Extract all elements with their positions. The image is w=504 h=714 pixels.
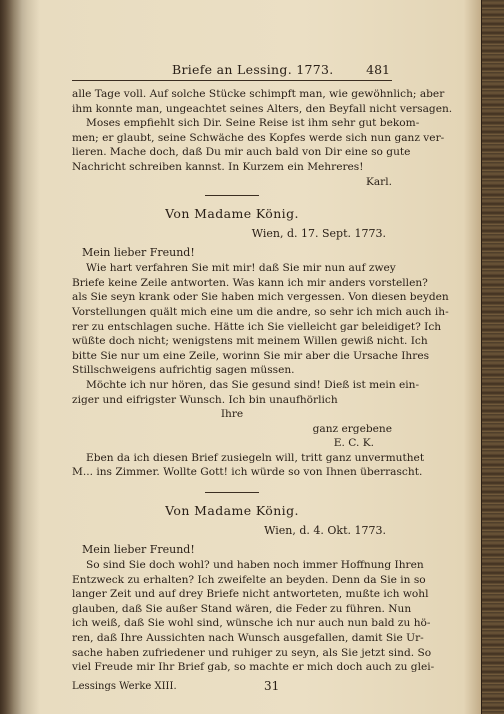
text-line: Nachricht schreiben kannst. In Kurzem ein Mehreres!: [72, 160, 364, 173]
text-line: als Sie seyn krank oder Sie haben mich vergessen. Von diesen beyden: [72, 291, 449, 304]
letter-heading: Von Madame König.: [165, 206, 299, 222]
letter-salutation: Mein lieber Freund!: [82, 543, 195, 557]
text-line: Vorstellungen quält mich eine um die andre, so sehr ich mich auch ih-: [72, 305, 449, 318]
text-line: So sind Sie doch wohl? und haben noch immer Hoffnung Ihren: [86, 559, 424, 572]
section-divider: [205, 492, 259, 493]
signature-initials: E. C. K.: [333, 437, 374, 450]
text-line: Briefe keine Zeile antworten. Was kann ich mir anders vorstellen?: [72, 276, 428, 289]
text-line: ziger und eifrigster Wunsch. Ich bin unaufhörlich: [72, 393, 338, 406]
section-divider: [205, 195, 259, 196]
text-line: lieren. Mache doch, daß Du mir auch bald von Dir eine so gute: [72, 146, 411, 159]
book-edge: [481, 0, 504, 714]
text-line: men; er glaubt, seine Schwäche des Kopfes werde sich nun ganz ver-: [72, 131, 445, 144]
text-line: M... ins Zimmer. Wollte Gott! ich würde so von Ihnen überrascht.: [72, 466, 423, 479]
letter-body: [72, 261, 449, 480]
text-line: ren, daß Ihre Aussichten nach Wunsch ausgefallen, damit Sie Ur-: [72, 632, 424, 645]
sheet-number: 31: [264, 678, 280, 693]
text-line: Wie hart verfahren Sie mit mir! daß Sie mir nun auf zwey: [86, 262, 396, 275]
letter-heading: Von Madame König.: [165, 503, 299, 519]
closing-line: Ihre: [220, 408, 244, 421]
text-line: sache haben zufriedener und ruhiger zu seyn, als Sie jetzt sind. So: [72, 646, 432, 659]
letter-continuation: [72, 87, 453, 189]
text-line: ich weiß, daß Sie wohl sind, wünsche ich nur auch nun bald zu hö-: [72, 617, 431, 630]
letter-dateline: Wien, d. 4. Okt. 1773.: [264, 524, 386, 538]
closing-line: ganz ergebene: [312, 422, 392, 435]
text-line: langer Zeit und auf drey Briefe nicht antworteten, mußte ich wohl: [72, 588, 429, 601]
text-line: glauben, daß Sie außer Stand wären, die Feder zu führen. Nun: [72, 602, 412, 615]
running-title: Briefe an Lessing. 1773.: [172, 62, 334, 77]
text-line: alle Tage voll. Auf solche Stücke schimpft man, wie gewöhnlich; aber: [72, 88, 445, 100]
signature: Karl.: [365, 175, 392, 188]
text-line: ihm konnte man, ungeachtet seines Alters, den Beyfall nicht versagen.: [72, 102, 453, 115]
letter-salutation: Mein lieber Freund!: [82, 246, 195, 260]
text-line: Möchte ich nur hören, das Sie gesund sind! Dieß ist mein ein-: [86, 378, 420, 391]
text-line: Stillschweigens aufrichtig sagen müssen.: [72, 364, 295, 377]
book-page: [72, 58, 453, 697]
text-line: Moses empfiehlt sich Dir. Seine Reise ist ihm sehr gut bekom-: [86, 117, 420, 130]
text-line: rer zu entschlagen suche. Hätte ich Sie vielleicht gar beleidiget? Ich: [72, 320, 442, 333]
letter-body: [72, 558, 435, 675]
text-line: wüßte doch nicht; wenigstens mit meinem Willen gewiß nicht. Ich: [72, 335, 428, 348]
text-line: Eben da ich diesen Brief zusiegeln will, tritt ganz unvermuthet: [86, 451, 425, 464]
text-line: Entzweck zu erhalten? Ich zweifelte an beyden. Denn da Sie in so: [72, 573, 426, 586]
signature-mark: Lessings Werke XIII.: [72, 680, 177, 692]
text-line: bitte Sie nur um eine Zeile, worinn Sie mir aber die Ursache Ihres: [72, 349, 430, 362]
text-line: viel Freude mir Ihr Brief gab, so machte er mich doch auch zu glei-: [72, 661, 435, 674]
page-number: 481: [366, 62, 390, 77]
page-footer: [72, 679, 392, 697]
letter-dateline: Wien, d. 17. Sept. 1773.: [251, 227, 386, 241]
running-header: [72, 58, 392, 81]
binding-fold-shadow: [0, 0, 40, 714]
